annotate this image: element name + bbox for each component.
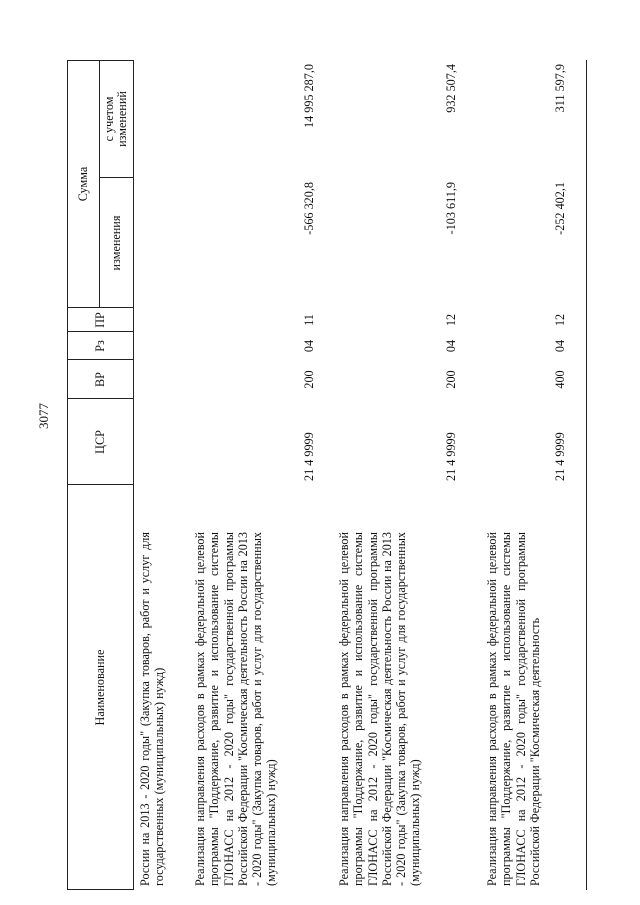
row-1-csr: 21 4 9999 — [302, 432, 316, 481]
page-number: 3077 — [36, 403, 51, 429]
row-3-csr: 21 4 9999 — [553, 432, 567, 481]
row-3-change: -252 402,1 — [553, 182, 567, 235]
row-3-rz: 04 — [553, 339, 567, 353]
row-2-vr: 200 — [444, 370, 458, 389]
row-2-total: 932 507,4 — [444, 64, 458, 113]
header-sum: Сумма — [75, 166, 90, 202]
header-name: Наименование — [92, 649, 107, 726]
row-2-name: Реализация направления расходов в рамках федеральной целевой программы "Поддержание, развитие и использование системы ГЛОНАСС на 2012 - 2020 годы" государственной программы Российской Федерации "Космическая деятельность России на 2013 - 2020 годы" (Закупка товаров, работ и услуг для государственных (муниципальных) нужд) — [337, 532, 423, 886]
row-3-pr: 12 — [553, 313, 567, 327]
row-1-name: Реализация направления расходов в рамках федеральной целевой программы "Поддержание, развитие и использование системы ГЛОНАСС на 2012 - 2020 годы" государственной программы Российской Федерации "Космическая деятельность России на 2013 - 2020 годы" (Закупка товаров, работ и услуг для государственных (муниципальных) нужд) — [193, 532, 279, 886]
row-2-pr: 12 — [444, 313, 458, 327]
row-3-total: 311 597,9 — [553, 64, 567, 113]
row-2-csr: 21 4 9999 — [444, 432, 458, 481]
header-csr: ЦСР — [92, 430, 107, 454]
row-2-change: -103 611,9 — [444, 182, 458, 235]
row-0-name: России на 2013 - 2020 годы" (Закупка товаров, работ и услуг для государственных (муниципальных) нужд) — [138, 532, 167, 886]
header-rz: Рз — [92, 340, 107, 352]
row-1-rz: 04 — [302, 339, 316, 353]
row-1-change: -566 320,8 — [302, 182, 316, 235]
budget-table — [67, 60, 587, 890]
header-vr: ВР — [92, 372, 107, 387]
grid-line — [133, 60, 134, 890]
header-change: изменения — [108, 215, 123, 271]
header-with-changes: с учетом изменений — [102, 91, 129, 147]
row-1-pr: 11 — [302, 314, 316, 326]
grid-line — [586, 60, 587, 890]
row-1-vr: 200 — [302, 370, 316, 389]
row-3-name: Реализация направления расходов в рамках федеральной целевой программы "Поддержание, развитие и использование системы ГЛОНАСС на 2012 - 2020 годы" государственной программы Российской Федерации "Космическая деятельность — [485, 532, 542, 886]
header-pr: ПР — [92, 312, 107, 328]
row-1-total: 14 995 287,0 — [302, 64, 316, 128]
row-3-vr: 400 — [553, 370, 567, 389]
row-2-rz: 04 — [444, 339, 458, 353]
